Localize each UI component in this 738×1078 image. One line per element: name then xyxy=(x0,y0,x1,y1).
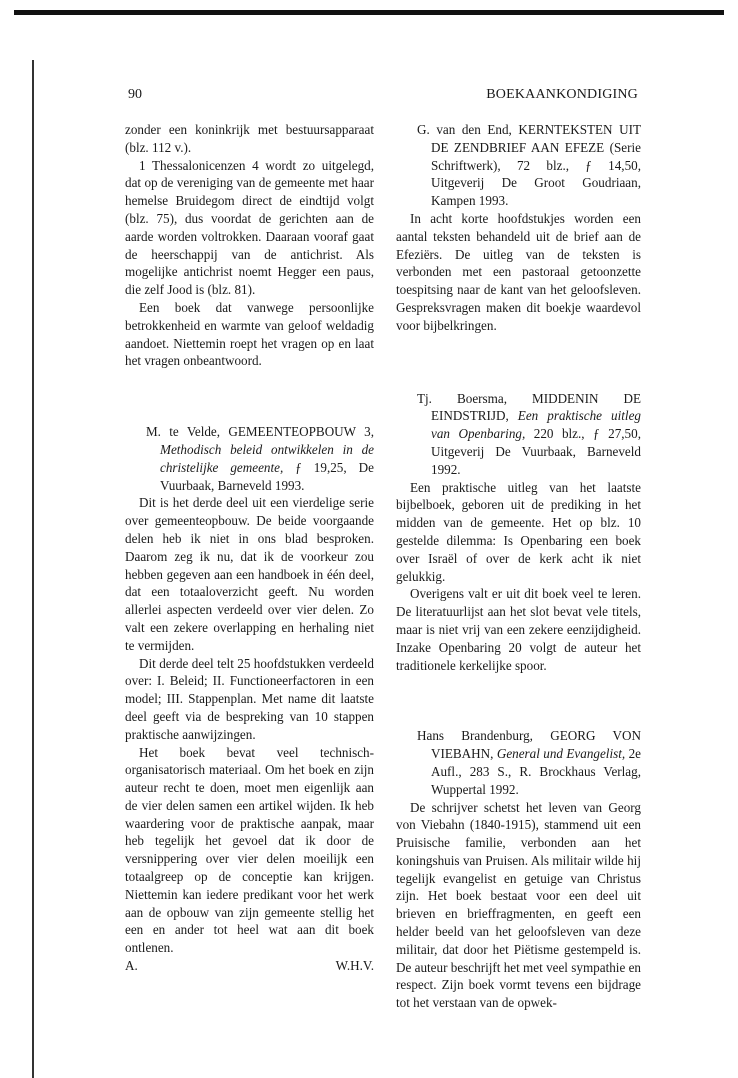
paragraph: Het boek bevat veel technisch-organisatorisch materiaal. Om het boek en zijn auteur recht te doen, moet men eigenlijk aan de vier delen samen een artikel wijden. Ik heb waardering voor de praktische aanpak, maar heb tegelijk het gevoel dat ik door de versnippering over vier delen moeilijk een totaalgreep op de conceptie kan krijgen. Niettemin kan iedere predikant voor het werk aan de opbouw van zijn gemeente stellig het een en ander tot heel wat aan dit boek ontlenen. xyxy=(125,744,374,956)
paragraph: In acht korte hoofdstukjes worden een aantal teksten behandeld uit de brief aan de Efeziërs. De uitleg van de teksten is verbonden met een pastoraal getoonzette toespitsing naar de kant van het geloofsleven. Gespreksvragen maken dit boekje waardevol voor bijbelkringen. xyxy=(396,210,641,333)
paragraph: Een boek dat vanwege persoonlijke betrokkenheid en warmte van geloof weldadig aandoet. Niettemin roept het vragen op en laat het vragen onbeantwoord. xyxy=(125,299,374,369)
left-border-rule xyxy=(32,60,34,1078)
left-column xyxy=(125,121,374,975)
book-entry: Hans Brandenburg, GEORG VON VIEBAHN, General und Evangelist, 2e Aufl., 283 S., R. Brockhaus Verlag, Wuppertal 1992. xyxy=(417,728,641,797)
page-number: 90 xyxy=(128,87,142,102)
book-entry: M. te Velde, GEMEENTEOPBOUW 3, Methodisch beleid ontwikkelen in de christelijke gemeente, ƒ 19,25, De Vuurbaak, Barneveld 1993. xyxy=(146,424,374,493)
paragraph: Overigens valt er uit dit boek veel te leren. De literatuurlijst aan het slot bevat vele titels, maar is niet vrij van een zekere eenzijdigheid. Inzake Openbaring 20 volgt de auteur het traditionele kerkelijke spoor. xyxy=(396,586,641,673)
running-head: BOEKAANKONDIGING xyxy=(486,87,638,102)
signature-line xyxy=(125,957,374,975)
top-border-rule xyxy=(14,10,724,15)
paragraph: 1 Thessalonicenzen 4 wordt zo uitgelegd, dat op de vereniging van de gemeente met haar hemelse Bruidegom direct de eindtijd volgt (blz. 75), dus voordat de gerichten aan de aarde worden voltrokken. Daaraan vooraf gaat de heerschappij van de antichrist. Als mogelijke antichrist noemt Hegger een paus, die zelf Jood is (blz. 81). xyxy=(125,157,374,298)
signature-author: W.H.V. xyxy=(335,958,374,974)
paragraph: Dit derde deel telt 25 hoofdstukken verdeeld over: I. Beleid; II. Functioneerfactoren in een model; III. Stappenplan. Met name dit laatste deel geeft via de bespreking van 10 stappen praktische aanwijzingen. xyxy=(125,655,374,742)
book-entry: G. van den End, KERNTEKSTEN UIT DE ZENDBRIEF AAN EFEZE (Serie Schriftwerk), 72 blz., ƒ 14,50, Uitgeverij De Groot Goudriaan, Kampen 1993. xyxy=(417,122,641,209)
book-entry: Tj. Boersma, MIDDENIN DE EINDSTRIJD, Een praktische uitleg van Openbaring, 220 blz., ƒ 27,50, Uitgeverij De Vuurbaak, Barneveld 1992. xyxy=(417,390,641,477)
paragraph: Dit is het derde deel uit een vierdelige serie over gemeenteopbouw. De beide voorgaande delen heb ik niet in ons blad besproken. Daarom zeg ik nu, dat ik de voorkeur zou hebben gegeven aan een handboek in één deel, dat een totaaloverzicht geeft. Nu worden allerlei aspecten verdeeld over vier delen. Zo valt een zekere overlapping en herhaling niet te vermijden. xyxy=(125,495,374,653)
paragraph: De schrijver schetst het leven van Georg von Viebahn (1840-1915), stammend uit een Pruisische familie, verbonden aan het koningshuis van Pruisen. Als militair wilde hij tegelijk evangelist en getuige van Christus zijn. Het boek bestaat voor een deel uit brieven en brieffragmenten, en geeft een helder beeld van het geloofsleven van deze militair, dat door het Piëtisme gestempeld is. De auteur beschrijft het met veel sympathie en respect. Zijn boek vormt tevens een bijdrage tot het verstaan van de opwek- xyxy=(396,799,641,1011)
signature-initial: A. xyxy=(125,958,138,974)
right-column xyxy=(396,121,641,1012)
paragraph: Een praktische uitleg van het laatste bijbelboek, geboren uit de prediking in het midden van de gemeente. Het op blz. 10 gestelde dilemma: Is Openbaring een boek over Israël of over de kerk acht ik niet gelukkig. xyxy=(396,479,641,584)
paragraph: zonder een koninkrijk met bestuursapparaat (blz. 112 v.). xyxy=(125,122,374,155)
